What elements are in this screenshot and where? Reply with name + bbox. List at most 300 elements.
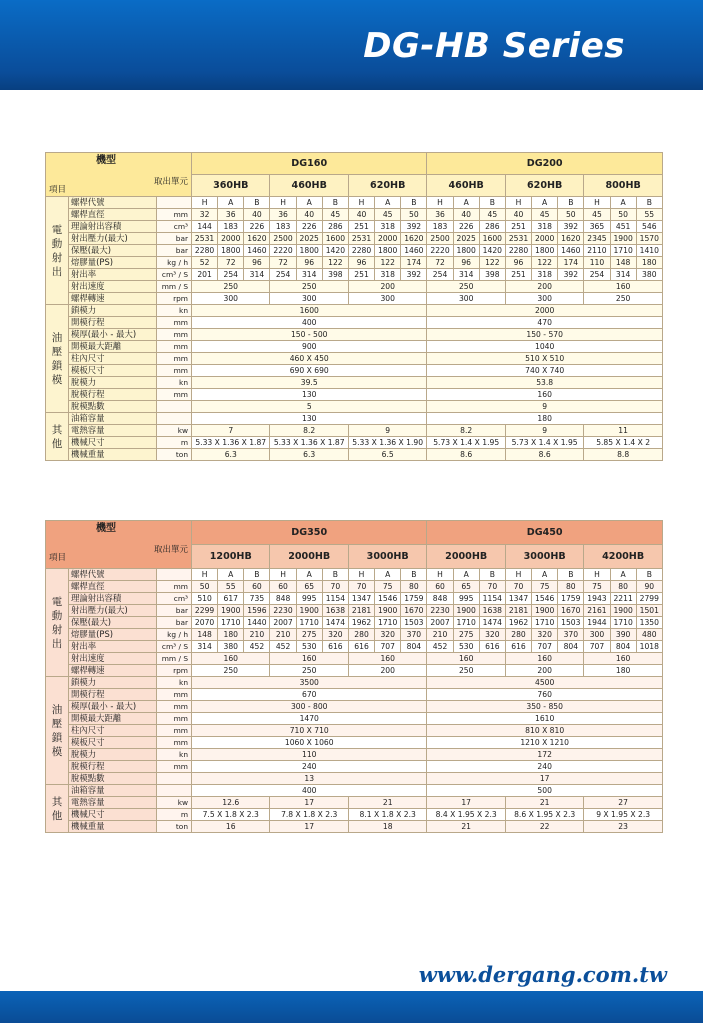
cell-value: 275 (453, 629, 479, 641)
row-label: 脫模力 (69, 749, 157, 761)
cell-value: 707 (375, 641, 401, 653)
cell-value: 1800 (218, 245, 244, 257)
cell-value: B (636, 197, 662, 209)
cell-value: 1546 (375, 593, 401, 605)
cell-value: 8.1 X 1.8 X 2.3 (348, 809, 427, 821)
cell-value: 8.6 X 1.95 X 2.3 (505, 809, 583, 821)
cell-value: 451 (610, 221, 636, 233)
cell-value: 452 (270, 641, 296, 653)
cell-value: 5.85 X 1.4 X 2 (584, 437, 663, 449)
cell-value: 810 X 810 (427, 725, 662, 737)
row-unit: kn (157, 305, 192, 317)
cell-value: 180 (636, 257, 662, 269)
row-label: 機械重量 (69, 449, 157, 461)
cell-value: 70 (348, 581, 374, 593)
cell-value: 2799 (636, 593, 662, 605)
cell-value: 1210 X 1210 (427, 737, 662, 749)
group-label: 油壓鎖模 (46, 305, 69, 413)
row-unit: mm (157, 353, 192, 365)
cell-value: 735 (244, 593, 270, 605)
cell-value: 848 (270, 593, 296, 605)
cell-value: 75 (584, 581, 610, 593)
cell-value: 9 (505, 425, 583, 437)
cell-value: 392 (401, 221, 427, 233)
cell-value: 2025 (453, 233, 479, 245)
cell-value: 75 (532, 581, 558, 593)
cell-value: 1638 (479, 605, 505, 617)
cell-value: A (218, 569, 244, 581)
cell-value: 6.3 (270, 449, 348, 461)
table-row (46, 329, 663, 341)
variant-header: 2000HB (270, 545, 348, 569)
cell-value: 314 (192, 641, 218, 653)
row-label: 開模行程 (69, 689, 157, 701)
row-label: 螺桿轉速 (69, 293, 157, 305)
table-row (46, 773, 663, 785)
variant-header: 2000HB (427, 545, 505, 569)
cell-value: 160 (192, 653, 270, 665)
cell-value: 251 (348, 221, 374, 233)
spec-table-dg350-dg450 (45, 520, 663, 833)
cell-value: 160 (427, 389, 662, 401)
cell-value: 530 (296, 641, 322, 653)
cell-value: B (401, 569, 427, 581)
cell-value: 320 (375, 629, 401, 641)
cell-value: 250 (192, 281, 270, 293)
spec-table-dg160-dg200 (45, 152, 663, 461)
cell-value: 8.6 (427, 449, 505, 461)
cell-value: 2000 (532, 233, 558, 245)
cell-value: 1600 (479, 233, 505, 245)
cell-value: 70 (505, 581, 531, 593)
table-row (46, 713, 663, 725)
cell-value: 122 (479, 257, 505, 269)
variant-header: 4200HB (584, 545, 663, 569)
cell-value: 160 (270, 653, 348, 665)
cell-value: 1474 (322, 617, 348, 629)
cell-value: 616 (479, 641, 505, 653)
cell-value: 2531 (505, 233, 531, 245)
cell-value: 7.8 X 1.8 X 2.3 (270, 809, 348, 821)
row-unit: kw (157, 425, 192, 437)
cell-value: 150 - 500 (192, 329, 427, 341)
cell-value: 995 (453, 593, 479, 605)
cell-value: 398 (479, 269, 505, 281)
cell-value: 45 (322, 209, 348, 221)
cell-value: A (453, 569, 479, 581)
row-unit: bar (157, 233, 192, 245)
cell-value: 1474 (479, 617, 505, 629)
cell-value: 2345 (584, 233, 610, 245)
row-label: 理論射出容積 (69, 221, 157, 233)
cell-value: 5.33 X 1.36 X 1.87 (270, 437, 348, 449)
corner-title: 機型 (96, 523, 116, 534)
cell-value: 17 (270, 821, 348, 833)
cell-value: 1600 (322, 233, 348, 245)
cell-value: 804 (558, 641, 584, 653)
table-row (46, 797, 663, 809)
cell-value: 280 (348, 629, 374, 641)
cell-value: 1460 (401, 245, 427, 257)
cell-value: 500 (427, 785, 662, 797)
cell-value: 1710 (296, 617, 322, 629)
cell-value: 8.4 X 1.95 X 2.3 (427, 809, 505, 821)
cell-value: 1040 (427, 341, 662, 353)
cell-value: 300 - 800 (192, 701, 427, 713)
row-unit: m (157, 437, 192, 449)
table-row (46, 353, 663, 365)
cell-value: 275 (296, 629, 322, 641)
cell-value: 148 (192, 629, 218, 641)
cell-value: A (453, 197, 479, 209)
cell-value: 616 (505, 641, 531, 653)
cell-value: 1900 (532, 605, 558, 617)
cell-value: B (401, 197, 427, 209)
cell-value: 11 (584, 425, 663, 437)
row-label: 鎖模力 (69, 305, 157, 317)
row-unit: mm (157, 389, 192, 401)
row-unit: kw (157, 797, 192, 809)
variant-header: 620HB (505, 175, 583, 197)
cell-value: B (479, 569, 505, 581)
cell-value: A (296, 569, 322, 581)
cell-value: 180 (427, 413, 662, 425)
cell-value: 23 (584, 821, 663, 833)
cell-value: 72 (270, 257, 296, 269)
table-row (46, 761, 663, 773)
cell-value: 226 (296, 221, 322, 233)
cell-value: 1470 (192, 713, 427, 725)
row-label: 螺桿直徑 (69, 209, 157, 221)
cell-value: 318 (375, 269, 401, 281)
row-unit: mm (157, 701, 192, 713)
cell-value: 130 (192, 413, 427, 425)
cell-value: 251 (348, 269, 374, 281)
variant-header: 1200HB (192, 545, 270, 569)
cell-value: 320 (322, 629, 348, 641)
cell-value: 1759 (401, 593, 427, 605)
cell-value: 2280 (505, 245, 531, 257)
cell-value: 75 (375, 581, 401, 593)
cell-value: 1620 (244, 233, 270, 245)
row-label: 脫模點數 (69, 401, 157, 413)
cell-value: 160 (505, 653, 583, 665)
row-unit: cm³ (157, 221, 192, 233)
row-label: 射出壓力(最大) (69, 233, 157, 245)
corner-unit: 取出單元 (154, 545, 189, 555)
cell-value: 52 (192, 257, 218, 269)
row-label: 射出率 (69, 269, 157, 281)
row-unit: mm (157, 329, 192, 341)
cell-value: 60 (244, 581, 270, 593)
model-header: DG200 (427, 153, 662, 175)
cell-value: A (532, 569, 558, 581)
row-unit: bar (157, 245, 192, 257)
cell-value: H (427, 197, 453, 209)
table-row (46, 749, 663, 761)
cell-value: 314 (244, 269, 270, 281)
cell-value: 90 (636, 581, 662, 593)
cell-value: 254 (427, 269, 453, 281)
cell-value: 2220 (427, 245, 453, 257)
table-row (46, 809, 663, 821)
table-row (46, 725, 663, 737)
cell-value: 392 (558, 269, 584, 281)
row-unit: mm (157, 209, 192, 221)
cell-value: 2230 (427, 605, 453, 617)
cell-value: 1596 (244, 605, 270, 617)
cell-value: 160 (348, 653, 427, 665)
cell-value: 5.33 X 1.36 X 1.90 (348, 437, 427, 449)
header-row-models (46, 153, 663, 175)
cell-value: 1900 (610, 233, 636, 245)
cell-value: 183 (270, 221, 296, 233)
table-row (46, 365, 663, 377)
table-row (46, 593, 663, 605)
cell-value: 27 (584, 797, 663, 809)
row-unit: rpm (157, 665, 192, 677)
cell-value: 470 (427, 317, 662, 329)
cell-value: 314 (453, 269, 479, 281)
row-label: 柱內尺寸 (69, 353, 157, 365)
series-title: DG-HB Series (363, 26, 625, 66)
cell-value: H (584, 197, 610, 209)
row-unit: bar (157, 605, 192, 617)
cell-value: 1710 (453, 617, 479, 629)
cell-value: 707 (532, 641, 558, 653)
cell-value: B (322, 569, 348, 581)
cell-value: 2531 (348, 233, 374, 245)
table-row (46, 233, 663, 245)
table-row (46, 341, 663, 353)
row-label: 脫模力 (69, 377, 157, 389)
cell-value: 1350 (636, 617, 662, 629)
cell-value: 760 (427, 689, 662, 701)
row-unit (157, 401, 192, 413)
row-unit: cm³ / S (157, 641, 192, 653)
row-label: 柱內尺寸 (69, 725, 157, 737)
cell-value: B (558, 569, 584, 581)
row-unit: m (157, 809, 192, 821)
variant-header: 3000HB (348, 545, 427, 569)
cell-value: 39.5 (192, 377, 427, 389)
table-row (46, 785, 663, 797)
table-row (46, 641, 663, 653)
cell-value: 55 (636, 209, 662, 221)
cell-value: 144 (192, 221, 218, 233)
cell-value: B (322, 197, 348, 209)
table-row (46, 377, 663, 389)
cell-value: H (427, 569, 453, 581)
cell-value: 251 (505, 221, 531, 233)
row-label: 熔膠量(PS) (69, 629, 157, 641)
cell-value: 398 (322, 269, 348, 281)
row-label: 開模行程 (69, 317, 157, 329)
model-header: DG350 (192, 521, 427, 545)
cell-value: 1710 (375, 617, 401, 629)
cell-value: 160 (427, 653, 505, 665)
footer-banner (0, 991, 703, 1023)
cell-value: 17 (427, 773, 662, 785)
cell-value: 2000 (427, 305, 662, 317)
cell-value: 8.2 (270, 425, 348, 437)
row-label: 脫模行程 (69, 761, 157, 773)
cell-value: 50 (558, 209, 584, 221)
cell-value: 17 (270, 797, 348, 809)
cell-value: 530 (453, 641, 479, 653)
cell-value: 160 (584, 281, 663, 293)
cell-value: 1347 (348, 593, 374, 605)
cell-value: 1501 (636, 605, 662, 617)
cell-value: 1570 (636, 233, 662, 245)
cell-value: 848 (427, 593, 453, 605)
row-label: 電熱容量 (69, 425, 157, 437)
cell-value: 1420 (322, 245, 348, 257)
cell-value: 5.33 X 1.36 X 1.87 (192, 437, 270, 449)
cell-value: 2280 (348, 245, 374, 257)
cell-value: 250 (427, 665, 505, 677)
cell-value: 60 (427, 581, 453, 593)
cell-value: H (270, 197, 296, 209)
cell-value: 452 (244, 641, 270, 653)
cell-value: 250 (427, 281, 505, 293)
row-unit (157, 785, 192, 797)
row-label: 射出壓力(最大) (69, 605, 157, 617)
cell-value: H (505, 197, 531, 209)
variant-header: 620HB (348, 175, 427, 197)
cell-value: 122 (322, 257, 348, 269)
cell-value: 9 (427, 401, 662, 413)
table-row (46, 581, 663, 593)
table-row (46, 281, 663, 293)
cell-value: 2500 (427, 233, 453, 245)
corner-item: 項目 (49, 553, 67, 563)
model-header: DG450 (427, 521, 662, 545)
row-label: 油箱容量 (69, 785, 157, 797)
cell-value: 1943 (584, 593, 610, 605)
cell-value: 1900 (453, 605, 479, 617)
cell-value: 2230 (270, 605, 296, 617)
cell-value: 2007 (270, 617, 296, 629)
cell-value: 1900 (296, 605, 322, 617)
cell-value: 1962 (348, 617, 374, 629)
cell-value: 1347 (505, 593, 531, 605)
cell-value: 390 (610, 629, 636, 641)
row-unit: mm / S (157, 281, 192, 293)
cell-value: 2000 (375, 233, 401, 245)
row-unit (157, 413, 192, 425)
cell-value: B (636, 569, 662, 581)
row-unit: mm (157, 581, 192, 593)
cell-value: 1638 (322, 605, 348, 617)
cell-value: 40 (505, 209, 531, 221)
cell-value: 110 (584, 257, 610, 269)
cell-value: 1800 (375, 245, 401, 257)
cell-value: 392 (401, 269, 427, 281)
cell-value: 314 (610, 269, 636, 281)
cell-value: H (505, 569, 531, 581)
group-label: 油壓鎖模 (46, 677, 69, 785)
cell-value: 200 (348, 665, 427, 677)
cell-value: 1154 (479, 593, 505, 605)
cell-value: 174 (558, 257, 584, 269)
row-label: 模厚(最小 - 最大) (69, 701, 157, 713)
cell-value: 150 - 570 (427, 329, 662, 341)
table-row (46, 221, 663, 233)
table-row (46, 677, 663, 689)
cell-value: 400 (192, 785, 427, 797)
row-unit (157, 773, 192, 785)
row-unit (157, 197, 192, 209)
cell-value: 254 (218, 269, 244, 281)
cell-value: 1018 (636, 641, 662, 653)
cell-value: 12.6 (192, 797, 270, 809)
table-row (46, 425, 663, 437)
cell-value: 160 (584, 653, 663, 665)
cell-value: 1944 (584, 617, 610, 629)
cell-value: 1800 (296, 245, 322, 257)
table-row (46, 293, 663, 305)
cell-value: 96 (244, 257, 270, 269)
cell-value: 1710 (610, 245, 636, 257)
cell-value: 130 (192, 389, 427, 401)
row-label: 脫模行程 (69, 389, 157, 401)
cell-value: 21 (505, 797, 583, 809)
cell-value: 300 (505, 293, 583, 305)
cell-value: H (348, 569, 374, 581)
table-row (46, 389, 663, 401)
cell-value: 250 (270, 281, 348, 293)
cell-value: 6.5 (348, 449, 427, 461)
cell-value: B (244, 197, 270, 209)
cell-value: 4500 (427, 677, 662, 689)
row-label: 模板尺寸 (69, 365, 157, 377)
cell-value: 1503 (401, 617, 427, 629)
cell-value: 300 (427, 293, 505, 305)
cell-value: 22 (505, 821, 583, 833)
cell-value: 60 (270, 581, 296, 593)
cell-value: 240 (192, 761, 427, 773)
cell-value: B (244, 569, 270, 581)
cell-value: 300 (270, 293, 348, 305)
cell-value: 9 (348, 425, 427, 437)
cell-value: 286 (322, 221, 348, 233)
table-corner (46, 521, 192, 569)
cell-value: 6.3 (192, 449, 270, 461)
cell-value: 300 (348, 293, 427, 305)
row-label: 理論射出容積 (69, 593, 157, 605)
cell-value: 320 (479, 629, 505, 641)
row-label: 開模最大距離 (69, 341, 157, 353)
cell-value: 1154 (322, 593, 348, 605)
cell-value: 2299 (192, 605, 218, 617)
cell-value: 7 (192, 425, 270, 437)
cell-value: 510 X 510 (427, 353, 662, 365)
cell-value: 2070 (192, 617, 218, 629)
cell-value: B (558, 197, 584, 209)
cell-value: 2025 (296, 233, 322, 245)
table-row (46, 605, 663, 617)
cell-value: H (192, 569, 218, 581)
cell-value: 50 (192, 581, 218, 593)
cell-value: 172 (427, 749, 662, 761)
cell-value: 370 (558, 629, 584, 641)
cell-value: 2211 (610, 593, 636, 605)
cell-value: A (610, 197, 636, 209)
row-label: 射出速度 (69, 281, 157, 293)
row-label: 油箱容量 (69, 413, 157, 425)
row-unit: mm / S (157, 653, 192, 665)
